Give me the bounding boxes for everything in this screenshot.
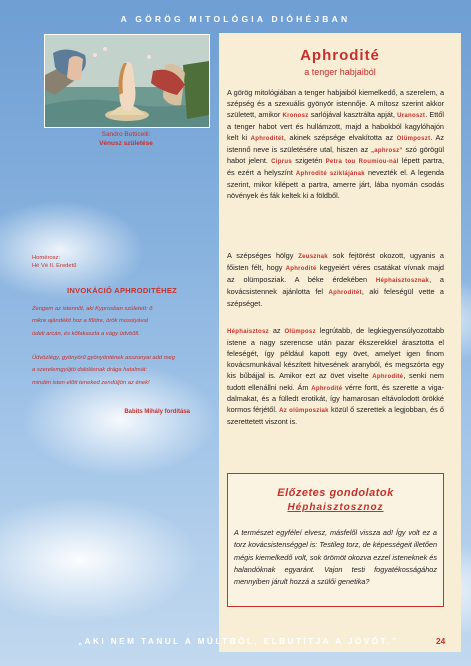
highlight-name: Aphroditét [328, 289, 362, 296]
painting-illustration [45, 35, 209, 127]
text-run: , senki nem tudott ellenállni neki. Ám [227, 370, 444, 392]
highlight-name: Aphrodité [311, 385, 343, 392]
highlight-name: Uranoszt [397, 112, 426, 119]
verse-line: Zengem az istennőt, aki Kyprosban született: ő [32, 306, 153, 312]
birth-of-venus-painting [44, 34, 210, 128]
text-run: . Az istennő neve is születésére utal, hiszen az [227, 132, 444, 154]
text-run: , a kovácsistennek ajánlotta fel [227, 274, 444, 296]
text-run: közül ő szerettek a legjobban, és ő szerettetett viszont is. [227, 405, 444, 427]
text-run: szó görögül habot jelent. [227, 144, 444, 166]
text-run: sarlójával kasztrálta apját, [308, 109, 398, 119]
poem-heading: INVOKÁCIÓ APHRODITÉHEZ [66, 286, 178, 295]
text-run: nevezték el. A legenda szerint, mikor kilépett a partra, amerre járt, lába nyomán csodás növények és fák keltek ki a földből. [227, 168, 444, 201]
article-subtitle: a tenger habjaiból [304, 67, 376, 77]
verse-line: mindén isten előtt teneked zendüljön az ének! [32, 379, 150, 386]
verse-line: Üdvözlégy, gyönyörű gyönyöntének asszonyai add meg [32, 355, 175, 361]
footer-quote: „AKI NEM TANUL A MÚLTBÓL, ELBUTÍTJA A JÖVŐT.” [78, 636, 399, 646]
translator-signature: Babits Mihály fordítása [124, 409, 190, 415]
highlight-name: Olümposzt [396, 135, 431, 142]
verse-line: a szerelemgyújtó dalolásnak drága hatalmát: [32, 367, 148, 374]
verse-line: üdeti arcán, és kőfakaszta a vágy üdvbőll. [32, 330, 140, 337]
highlight-name: Aphroditét [250, 135, 284, 142]
text-run: , akinek szépsége elvakította az [283, 132, 397, 142]
image-caption [44, 130, 208, 148]
box-subtitle: Héphaisztosznoz [287, 502, 384, 513]
text-run: sok fejtörést okozott, ugyanis a főisten félt, hogy [227, 251, 444, 272]
article-title: Aphrodité [300, 47, 380, 64]
page-number: 24 [436, 636, 446, 646]
highlight-name: Aphrodité [372, 373, 404, 380]
caption-title: Vénusz születése [99, 140, 153, 147]
poem-author: Homérosz: [32, 255, 61, 261]
running-header [0, 0, 471, 30]
caption-artist: Sandro Botticelli: [101, 131, 151, 138]
highlight-name: Aphrodité sziklájának [295, 171, 365, 178]
text-run: A görög mitológiában a tenger habjaiból kiemelkedő, a szerelem, a szépség és a szexuális gyönyör istennője. A mítosz szerint akkor született, amikor [227, 88, 444, 119]
text-run: legrútabb, de legkiegyensúlyozottabb istene a nagy szerencse után pazar ékszerekkel árasztotta el feleségét, így például kapott egy övet, amelyet igen finom kovácsmunkával készített hitvesének aranyból, és megszórta egy kis bűbájjal is. Amikor ezt az övet viselte [227, 326, 445, 380]
text-run: , aki feleségül vette a szépséget. [227, 286, 444, 308]
text-run: az [268, 326, 285, 335]
text-run: A szépséges hölgy [227, 251, 299, 260]
highlight-name: „aphrosz” [371, 147, 403, 154]
highlight-name: Kronosz [282, 112, 309, 119]
poem-verse-2 [32, 352, 197, 389]
running-title: A GÖRÖG MITOLÓGIA DIÓHÉJBAN [120, 14, 351, 24]
poem-source [32, 254, 197, 270]
box-text: A természet egyféleí elvesz, másfelől vissza ad! Így volt ez a torz kovácsistenséggel is: Testileg torz, de képességeit illetően mégis kiemelkedő volt, sok örömöt okozva ezzel isteneknek és halandóknak egyaránt. Vajon testi fogyatékosságához mennyiben járult hozzá a szülői genetika? [234, 528, 437, 587]
text-run: vérre fortt, és szerette a viga-dalmakat, és a fülledt erotikát, így hamarosan eltávolodott örökké kormos férjétől. [227, 382, 444, 415]
poem-origin: Hé Vé II. Eredetű [32, 263, 77, 269]
poem-verse-1 [32, 303, 197, 340]
text-run: . Ettől a tenger habot vert és hullámzott, majd a habokból kagylóhajón kelt ki [227, 109, 444, 142]
box-title: Előzetes gondolatok [277, 487, 394, 499]
highlight-name: Héphaisztosznak [375, 277, 430, 284]
highlight-name: Az olümposziak [279, 408, 329, 415]
paragraph-1 [227, 88, 444, 202]
highlight-name: Héphaisztosz [227, 329, 269, 335]
highlight-name: Olümposz [284, 329, 316, 335]
text-run: kegyeiért véres csatákat vívnak majd az olümposziak. A béke érdekében [227, 262, 444, 284]
paragraph-2 [227, 251, 444, 310]
highlight-name: Aphrodité [285, 265, 317, 272]
highlight-name: Zeusznak [298, 254, 328, 260]
text-run: szigetén [291, 156, 326, 166]
highlight-name: Ciprus [271, 159, 292, 166]
text-run: lépett partra, és ezért a helyszínt [227, 156, 444, 178]
paragraph-3 [227, 326, 444, 428]
verse-line: mikre ajándékit hoz a főldre, örök mosolyával [32, 318, 148, 325]
highlight-name: Petra tou Roumiou-nál [325, 159, 399, 166]
